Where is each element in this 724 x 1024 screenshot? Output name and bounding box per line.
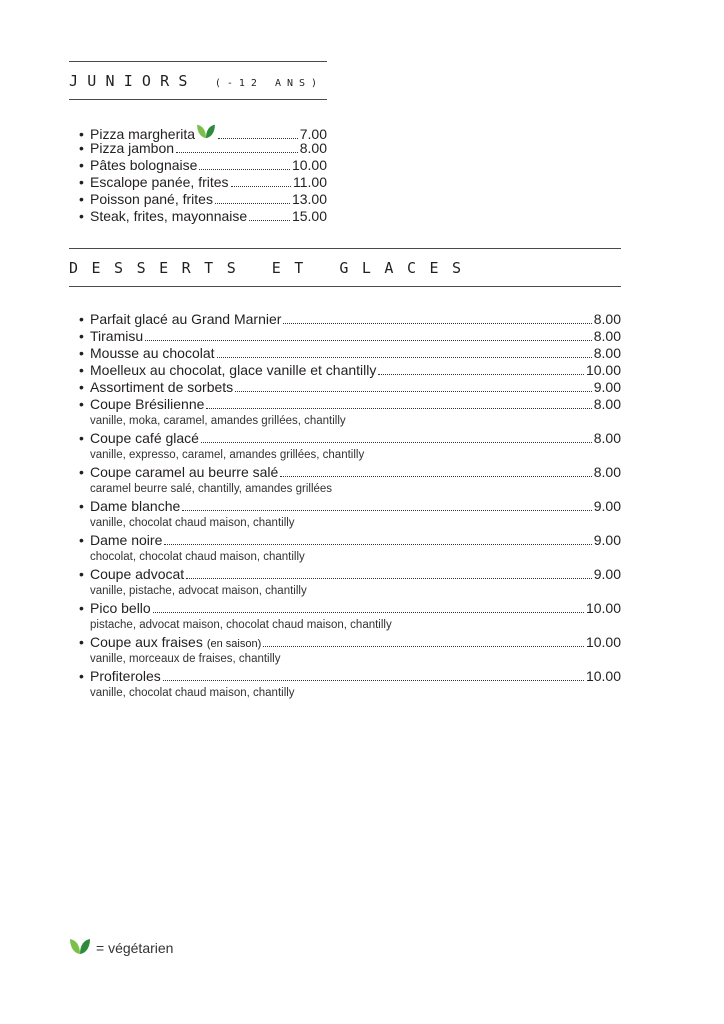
menu-item-name: Coupe aux fraises	[90, 634, 203, 650]
bullet: •	[79, 566, 84, 582]
legend-text: = végétarien	[96, 939, 174, 956]
menu-item-name: Profiteroles	[90, 668, 161, 684]
menu-item	[79, 668, 621, 685]
dot-leader	[249, 220, 290, 221]
menu-item-name: Coupe caramel au beurre salé	[90, 464, 279, 480]
menu-item-price: 11.00	[293, 174, 327, 190]
juniors-subtitle: (-12 ANS)	[214, 78, 324, 89]
desserts-heading	[69, 259, 475, 277]
menu-item-name: Pizza jambon	[90, 140, 175, 156]
menu-item	[79, 600, 621, 617]
dot-leader	[186, 578, 592, 579]
bullet: •	[79, 600, 84, 616]
dot-leader	[201, 442, 592, 443]
bullet: •	[79, 396, 84, 412]
menu-item-name: Mousse au chocolat	[90, 345, 215, 361]
juniors-heading	[69, 72, 323, 90]
juniors-top-rule	[69, 61, 327, 62]
menu-item	[79, 498, 621, 515]
menu-item-note: (en saison)	[206, 638, 262, 650]
bullet: •	[79, 174, 84, 190]
menu-item-name: Steak, frites, mayonnaise	[90, 208, 248, 224]
bullet: •	[79, 430, 84, 446]
desserts-title: DESSERTS ET GLACES	[69, 259, 475, 277]
menu-item	[79, 191, 327, 208]
menu-item-price: 10.00	[585, 362, 621, 378]
menu-item-name: Pico bello	[90, 600, 151, 616]
dot-leader	[217, 357, 592, 358]
menu-item-name: Poisson pané, frites	[90, 191, 213, 207]
bullet: •	[79, 379, 84, 395]
menu-item-description: vanille, moka, caramel, amandes grillées, chantilly	[90, 415, 346, 427]
menu-item-price: 15.00	[291, 208, 327, 224]
menu-item-name: Pizza margherita	[90, 126, 196, 142]
menu-item-name: Coupe café glacé	[90, 430, 199, 446]
menu-item	[79, 123, 327, 140]
menu-item-description: vanille, expresso, caramel, amandes grillées, chantilly	[90, 449, 365, 461]
dot-leader	[218, 138, 298, 139]
dot-leader	[283, 323, 591, 324]
bullet: •	[79, 126, 84, 142]
dot-leader	[199, 169, 290, 170]
juniors-bottom-rule	[69, 99, 327, 100]
menu-item-description: chocolat, chocolat chaud maison, chantilly	[90, 551, 305, 563]
menu-item	[79, 634, 621, 651]
menu-item-name: Coupe advocat	[90, 566, 185, 582]
dot-leader	[145, 340, 592, 341]
menu-item-name: Moelleux au chocolat, glace vanille et chantilly	[90, 362, 377, 378]
menu-item-price: 9.00	[593, 498, 621, 514]
desserts-menu-list	[79, 311, 621, 702]
menu-item	[79, 157, 327, 174]
vegetarian-leaf-icon	[69, 937, 91, 958]
menu-item-price: 8.00	[593, 311, 621, 327]
dot-leader	[164, 544, 591, 545]
vegetarian-legend	[69, 937, 173, 958]
dot-leader	[263, 646, 584, 647]
menu-item-price: 10.00	[291, 157, 327, 173]
desserts-bottom-rule	[69, 286, 621, 287]
dot-leader	[176, 152, 298, 153]
menu-item-name: Dame noire	[90, 532, 163, 548]
menu-item-description: vanille, chocolat chaud maison, chantilly	[90, 687, 295, 699]
menu-item-price: 9.00	[593, 566, 621, 582]
menu-item-name: Coupe Brésilienne	[90, 396, 205, 412]
menu-item-name: Tiramisu	[90, 328, 144, 344]
menu-item-description: caramel beurre salé, chantilly, amandes grillées	[90, 483, 333, 495]
menu-item-description: vanille, chocolat chaud maison, chantilly	[90, 517, 295, 529]
bullet: •	[79, 328, 84, 344]
menu-item	[79, 208, 327, 225]
menu-item-name: Assortiment de sorbets	[90, 379, 234, 395]
menu-item	[79, 311, 621, 328]
menu-item-name: Pâtes bolognaise	[90, 157, 198, 173]
bullet: •	[79, 345, 84, 361]
menu-item	[79, 566, 621, 583]
menu-item-price: 8.00	[593, 396, 621, 412]
menu-item-name: Dame blanche	[90, 498, 181, 514]
dot-leader	[280, 476, 591, 477]
menu-item-description: vanille, morceaux de fraises, chantilly	[90, 653, 281, 665]
dot-leader	[235, 391, 592, 392]
menu-item-name: Parfait glacé au Grand Marnier	[90, 311, 282, 327]
bullet: •	[79, 464, 84, 480]
menu-item	[79, 379, 621, 396]
dot-leader	[215, 203, 290, 204]
menu-item-price: 8.00	[593, 430, 621, 446]
menu-item-name: Escalope panée, frites	[90, 174, 229, 190]
menu-item-description: vanille, pistache, advocat maison, chantilly	[90, 585, 307, 597]
menu-item-price: 8.00	[593, 464, 621, 480]
bullet: •	[79, 140, 84, 156]
dot-leader	[153, 612, 584, 613]
bullet: •	[79, 208, 84, 224]
bullet: •	[79, 362, 84, 378]
bullet: •	[79, 191, 84, 207]
bullet: •	[79, 157, 84, 173]
menu-item-price: 8.00	[299, 140, 327, 156]
menu-item-price: 9.00	[593, 532, 621, 548]
dot-leader	[231, 186, 291, 187]
desserts-top-rule	[69, 248, 621, 249]
dot-leader	[206, 408, 591, 409]
menu-item	[79, 430, 621, 447]
menu-item-price: 7.00	[299, 126, 327, 142]
menu-item	[79, 396, 621, 413]
bullet: •	[79, 634, 84, 650]
menu-item	[79, 362, 621, 379]
juniors-title: JUNIORS	[69, 72, 197, 90]
bullet: •	[79, 498, 84, 514]
dot-leader	[378, 374, 584, 375]
dot-leader	[182, 510, 591, 511]
menu-item-price: 10.00	[585, 600, 621, 616]
menu-item-price: 10.00	[585, 634, 621, 650]
dot-leader	[163, 680, 584, 681]
menu-item	[79, 328, 621, 345]
vegetarian-leaf-icon	[196, 123, 216, 143]
menu-item-price: 13.00	[291, 191, 327, 207]
bullet: •	[79, 668, 84, 684]
menu-item	[79, 345, 621, 362]
menu-item-price: 8.00	[593, 328, 621, 344]
menu-item	[79, 532, 621, 549]
menu-item-description: pistache, advocat maison, chocolat chaud maison, chantilly	[90, 619, 392, 631]
menu-item	[79, 464, 621, 481]
menu-item-price: 9.00	[593, 379, 621, 395]
menu-item	[79, 174, 327, 191]
bullet: •	[79, 532, 84, 548]
menu-item-price: 8.00	[593, 345, 621, 361]
menu-item-price: 10.00	[585, 668, 621, 684]
juniors-menu-list	[79, 123, 327, 225]
bullet: •	[79, 311, 84, 327]
